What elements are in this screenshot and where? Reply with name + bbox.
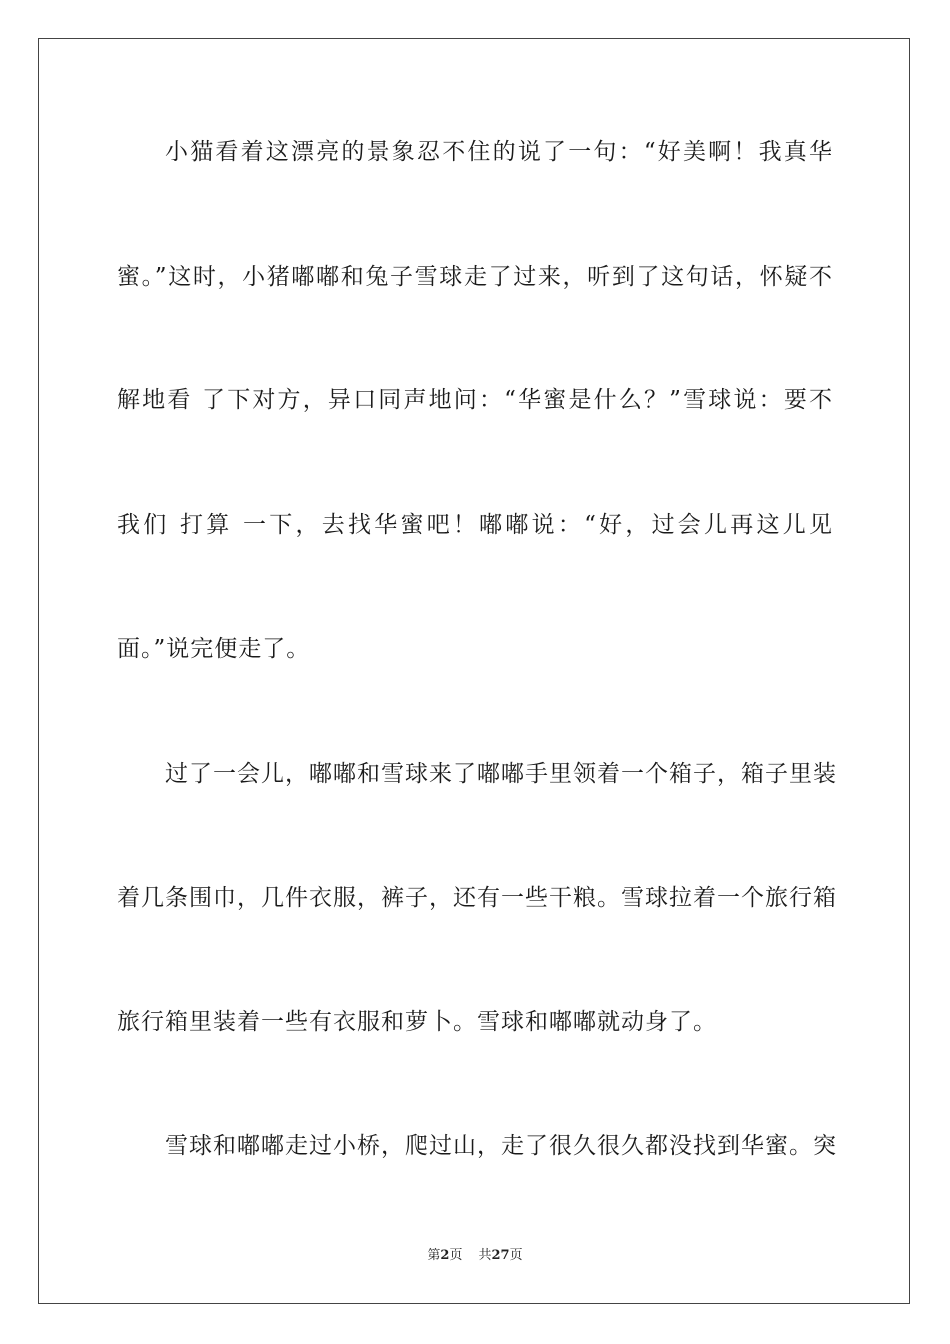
- paragraph-2-line-2: 着几条围巾，几件衣服，裤子，还有一些干粮。雪球拉着一个旅行箱: [117, 885, 837, 911]
- footer-total-suffix: 页: [509, 1248, 523, 1263]
- paragraph-1-line-1: 小猫看着这漂亮的景象忍不住的说了一句：“好美啊！我真华: [165, 139, 833, 165]
- paragraph-1-line-2: 蜜。”这时，小猪嘟嘟和兔子雪球走了过来，听到了这句话，怀疑不: [117, 264, 833, 290]
- footer-total-pages: 27: [491, 1248, 510, 1263]
- paragraph-1-line-5: 面。”说完便走了。: [117, 636, 311, 662]
- paragraph-3-line-1: 雪球和嘟嘟走过小桥，爬过山，走了很久很久都没找到华蜜。突: [165, 1133, 837, 1159]
- paragraph-1-line-3: 解地看 了下对方，异口同声地问：“华蜜是什么？”雪球说：要不: [117, 387, 833, 413]
- footer-total-prefix: 共: [478, 1248, 492, 1263]
- footer-page-suffix: 页: [449, 1248, 463, 1263]
- paragraph-2-line-3: 旅行箱里装着一些有衣服和萝卜。雪球和嘟嘟就动身了。: [117, 1009, 717, 1035]
- footer-page-number: 2: [440, 1248, 450, 1263]
- page-footer: [0, 1247, 950, 1265]
- paragraph-1-line-4: 我们 打算 一下，去找华蜜吧！嘟嘟说：“好，过会儿再这儿见: [117, 512, 833, 538]
- page-border: [38, 38, 910, 1304]
- footer-page-prefix: 第: [427, 1248, 441, 1263]
- paragraph-2-line-1: 过了一会儿，嘟嘟和雪球来了嘟嘟手里领着一个箱子，箱子里装: [165, 761, 837, 787]
